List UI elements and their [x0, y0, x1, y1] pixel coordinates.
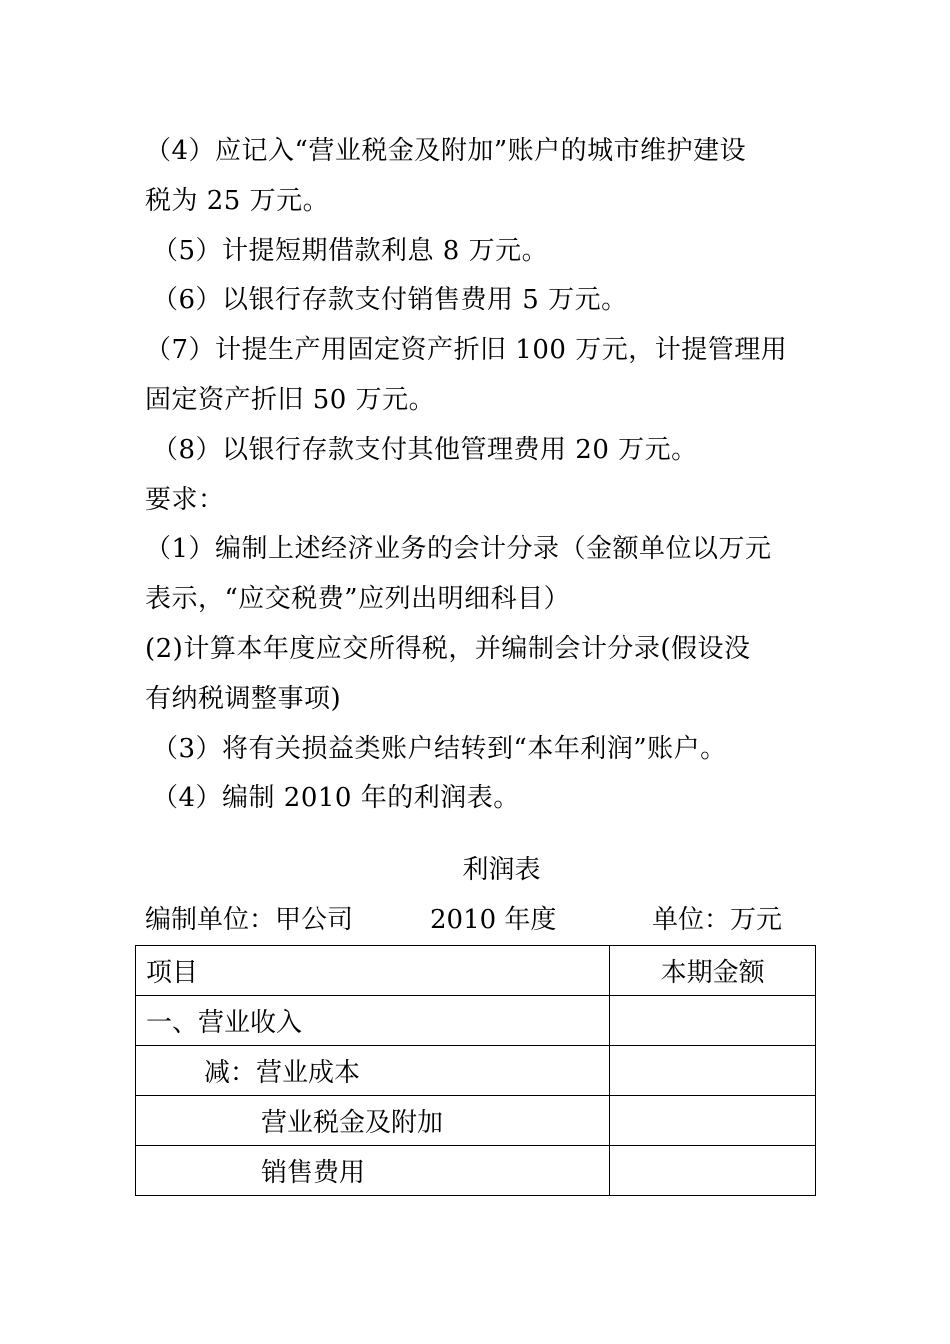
row-amount	[610, 1146, 816, 1196]
header-item: 项目	[136, 946, 610, 996]
table-row	[136, 1046, 816, 1096]
report-period: 2010 年度	[430, 905, 557, 935]
header-amount: 本期金额	[610, 946, 816, 996]
paragraph-line: （3）将有关损益类账户结转到“本年利润”账户。	[152, 734, 727, 764]
paragraph-line: 有纳税调整事项)	[145, 684, 342, 714]
paragraph-line: （5）计提短期借款利息 8 万元。	[152, 236, 549, 266]
paragraph-line: （6）以银行存款支付销售费用 5 万元。	[152, 285, 628, 315]
row-item: 销售费用	[136, 1146, 610, 1196]
paragraph-line: (2)计算本年度应交所得税，并编制会计分录(假设没	[145, 634, 751, 664]
requirements-heading: 要求：	[145, 485, 225, 515]
table-row	[136, 1146, 816, 1196]
table-header-row	[136, 946, 816, 996]
row-amount	[610, 996, 816, 1046]
row-item: 减：营业成本	[136, 1046, 610, 1096]
row-item: 一、营业收入	[136, 996, 610, 1046]
paragraph-line: （4）编制 2010 年的利润表。	[152, 783, 520, 813]
row-amount	[610, 1096, 816, 1146]
paragraph-line: 固定资产折旧 50 万元。	[145, 385, 436, 415]
report-title: 利润表	[462, 855, 541, 885]
report-unit-label: 编制单位：甲公司	[145, 905, 354, 935]
row-item: 营业税金及附加	[136, 1096, 610, 1146]
report-currency-unit: 单位：万元	[652, 905, 783, 935]
table-row	[136, 996, 816, 1046]
row-amount	[610, 1046, 816, 1096]
paragraph-line: （8）以银行存款支付其他管理费用 20 万元。	[152, 435, 698, 465]
paragraph-line: （1）编制上述经济业务的会计分录（金额单位以万元	[145, 534, 772, 564]
income-statement-table	[135, 945, 816, 1196]
paragraph-line: （4）应记入“营业税金及附加”账户的城市维护建设	[145, 136, 747, 166]
table-row	[136, 1096, 816, 1146]
paragraph-line: 税为 25 万元。	[145, 186, 330, 216]
paragraph-line: 表示，“应交税费”应列出明细科目）	[145, 584, 571, 614]
paragraph-line: （7）计提生产用固定资产折旧 100 万元，计提管理用	[145, 335, 788, 365]
